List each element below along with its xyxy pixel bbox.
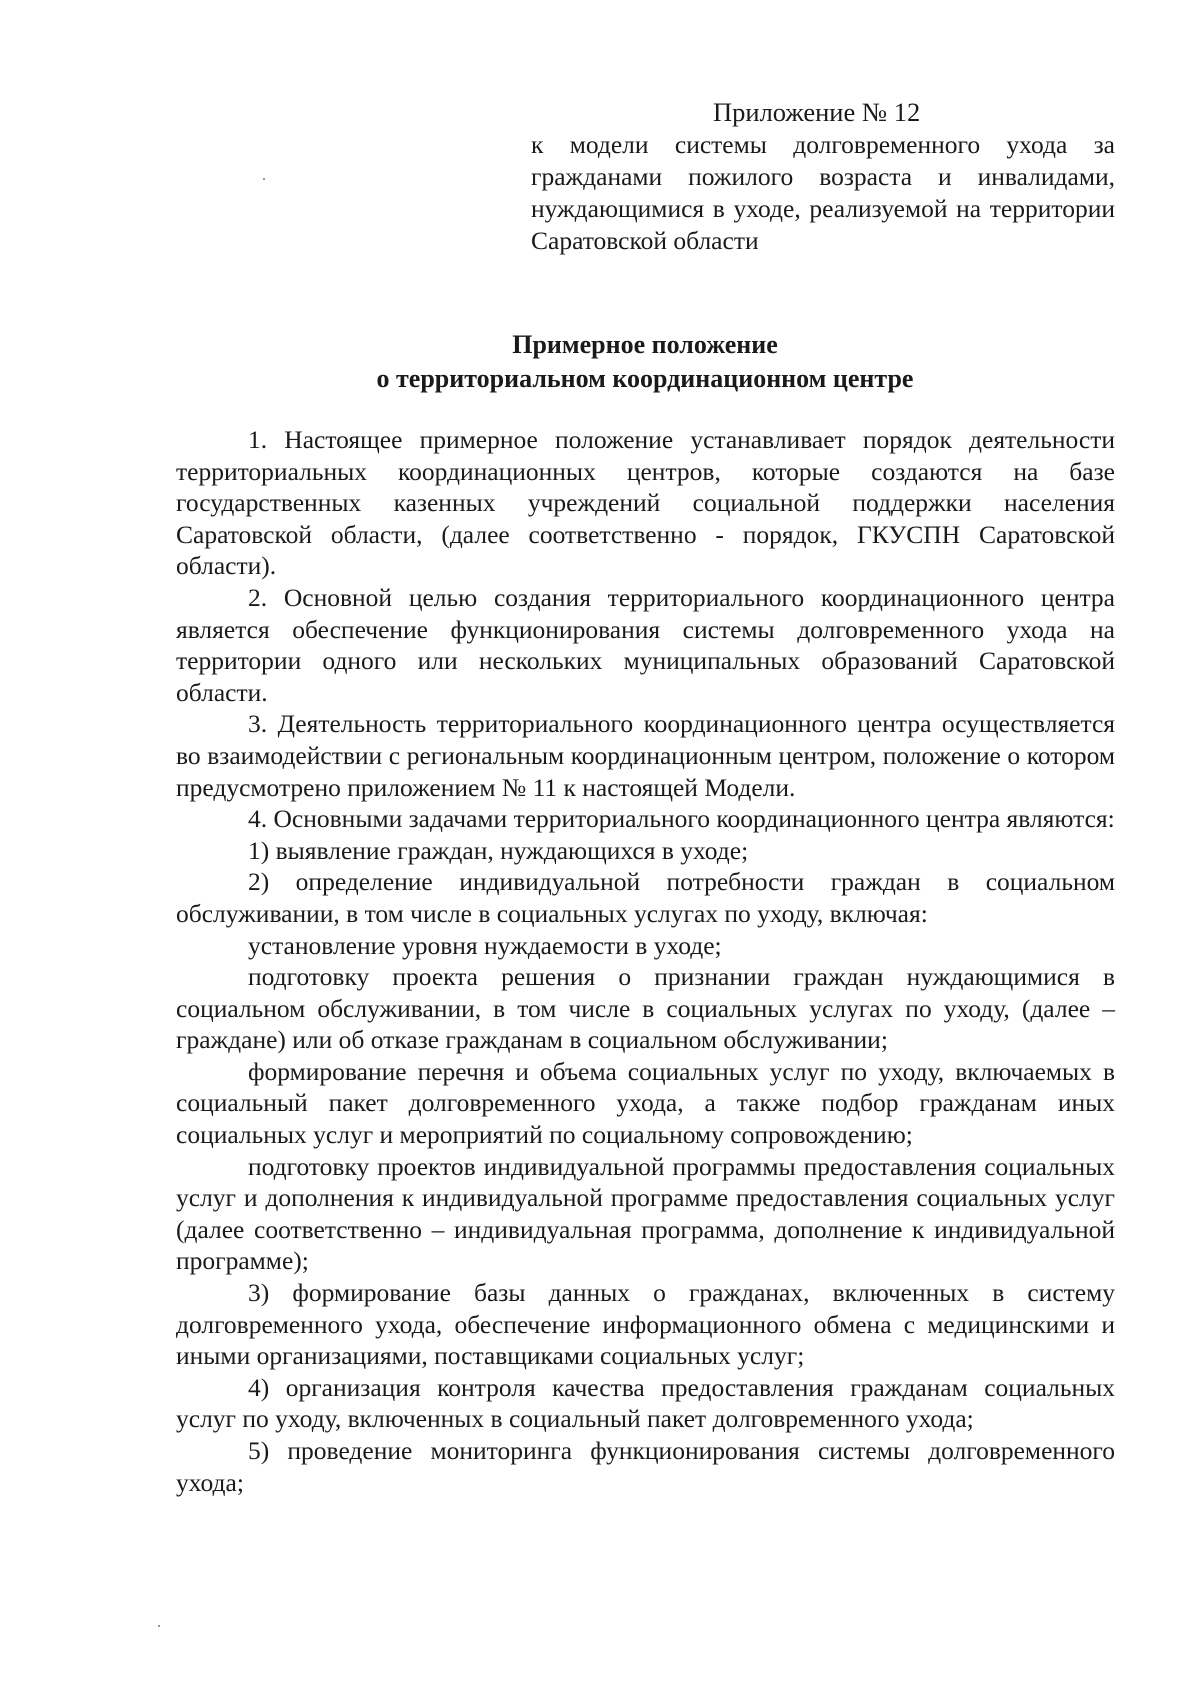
paragraph: 2) определение индивидуальной потребности граждан в социальном обслуживании, в том числе в социальных услугах по уходу, включая:	[176, 867, 1115, 928]
paragraph: 1. Настоящее примерное положение устанавливает порядок деятельности территориальных координационных центров, которые создаются на базе государственных казенных учреждений социальной поддержки населения Саратовской области, (далее соответственно - порядок, ГКУСПН Саратовской области).	[176, 425, 1115, 581]
appendix-header	[531, 96, 1115, 257]
paragraph: подготовку проекта решения о признании граждан нуждающимися в социальном обслуживании, в том числе в социальных услугах по уходу, (далее – граждане) или об отказе гражданам в социальном обслуживании;	[176, 962, 1115, 1055]
scan-speck	[263, 178, 265, 180]
paragraph: 2. Основной целью создания территориального координационного центра является обеспечение функционирования системы долговременного ухода на территории одного или нескольких муниципальных образований Саратовской области.	[176, 582, 1115, 707]
paragraph: 4. Основными задачами территориального координационного центра являются:	[248, 804, 1115, 834]
paragraph: формирование перечня и объема социальных услуг по уходу, включаемых в социальный пакет долговременного ухода, а также подбор гражданам иных социальных услуг и мероприятий по социальному сопровождению;	[176, 1056, 1115, 1150]
appendix-title: Приложение № 12	[713, 97, 921, 127]
paragraph: 5) проведение мониторинга функционирования системы долговременного ухода;	[176, 1436, 1115, 1497]
document-title-line-1: Примерное положение	[512, 330, 778, 359]
document-title	[0, 328, 1200, 396]
paragraph: 4) организация контроля качества предоставления гражданам социальных услуг по уходу, включенных в социальный пакет долговременного ухода;	[176, 1372, 1115, 1434]
document-title-line-2: о территориальном координационном центре	[376, 364, 914, 393]
scan-speck	[158, 1625, 160, 1627]
paragraph: установление уровня нуждаемости в уходе;	[248, 930, 722, 960]
document-body	[176, 424, 1115, 1498]
paragraph: 3) формирование базы данных о гражданах, включенных в систему долговременного ухода, обеспечение информационного обмена с медицинскими и иными организациями, поставщиками социальных услуг;	[176, 1278, 1115, 1371]
appendix-text: к модели системы долговременного ухода за гражданами пожилого возраста и инвалидами, нуждающимися в уходе, реализуемой на территории Саратовской области	[531, 130, 1115, 255]
paragraph: подготовку проектов индивидуальной программы предоставления социальных услуг и дополнения к индивидуальной программе предоставления социальных услуг (далее соответственно – индивидуальная программа, дополнение к индивидуальной программе);	[176, 1151, 1115, 1276]
paragraph: 3. Деятельность территориального координационного центра осуществляется во взаимодействии с региональным координационным центром, положение о котором предусмотрено приложением № 11 к настоящей Модели.	[176, 709, 1115, 802]
paragraph: 1) выявление граждан, нуждающихся в уходе;	[248, 835, 749, 865]
